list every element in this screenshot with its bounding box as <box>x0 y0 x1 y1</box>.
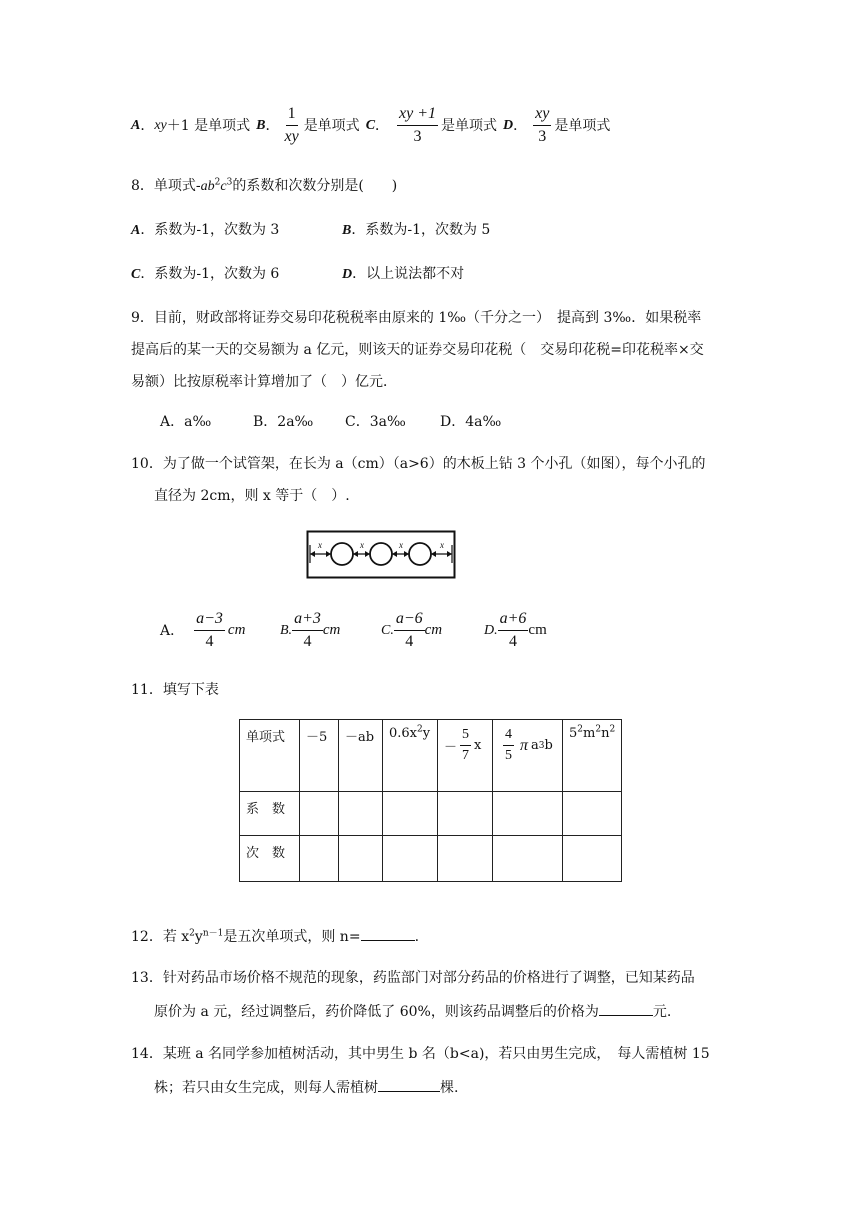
q7-option-b-letter: B <box>256 117 266 133</box>
q7-option-c-text: 是单项式 <box>441 117 498 134</box>
table-cell-m5: $\frac{4}{5}$ π a 3 b <box>493 720 563 792</box>
monomial-table <box>239 719 622 882</box>
q11-stem: 11．填写下表 <box>131 682 219 698</box>
q7-options: A ． xy ＋1 是单项式 B ． $\frac{1}{xy}$ 是单项式 C ． $\frac{xy +1}{3}$ 是单项式 D ． $\frac{xy}{3}$ 是单项式 <box>131 105 611 145</box>
q10-option-b: B. $\frac{a+3}{4}$ cm <box>280 610 341 650</box>
q8-option-d: D．以上说法都不对 <box>342 266 465 282</box>
q13-line-1: 13．针对药品市场价格不规范的现象，药监部门对部分药品的价格进行了调整，已知某药品 <box>131 970 695 986</box>
table-cell-m2: －ab <box>339 720 383 792</box>
q10-line-2: 直径为 2cm，则 x 等于（ ）. <box>154 488 350 504</box>
q7-option-b-fraction: $\frac{1}{xy}$ <box>284 105 299 145</box>
q14-line-1: 14．某班 a 名同学参加植树活动，其中男生 b 名（b<a)，若只由男生完成， 每人需植树 15 <box>131 1046 710 1062</box>
q9-option-c: C．3a‰ <box>345 414 406 430</box>
table-row-coefficient-label: 系 数 <box>240 792 300 836</box>
table-cell-m6: $5^2m^2n^2$ <box>563 720 622 792</box>
q10-option-d: D. $\frac{a+6}{4}$ cm <box>484 610 547 650</box>
table-blank-cell[interactable] <box>383 792 438 836</box>
q8-option-c: C．系数为-1，次数为 6 <box>131 266 280 282</box>
figure-label-x-4: x <box>440 540 444 550</box>
q7-option-d-text: 是单项式 <box>554 117 611 134</box>
test-tube-rack-figure <box>306 530 456 580</box>
q13-answer-blank[interactable] <box>599 1003 653 1016</box>
q14-answer-blank[interactable] <box>378 1079 440 1092</box>
q9-option-d: D．4a‰ <box>440 414 502 430</box>
q7-option-c-letter: C <box>365 117 376 133</box>
q10-option-a: A． $\frac{a-3}{4}$ cm <box>160 610 246 650</box>
table-blank-cell[interactable] <box>339 836 383 882</box>
q8-stem: 8．单项式$-ab^2c^3$的系数和次数分别是( ) <box>131 177 398 194</box>
figure-label-x-1: x <box>318 540 322 550</box>
table-blank-cell[interactable] <box>563 792 622 836</box>
table-blank-cell[interactable] <box>493 836 563 882</box>
table-blank-cell[interactable] <box>563 836 622 882</box>
q9-line-2: 提高后的某一天的交易额为 a 亿元，则该天的证券交易印花税（ 交易印花税=印花税率×交 <box>131 342 704 358</box>
table-cell-m3: $0.6x^2y$ <box>383 720 438 792</box>
q7-option-d-letter: D <box>503 117 514 133</box>
q12: 12．若 $x^2y^{n-1}$是五次单项式，则 n= . <box>131 928 420 945</box>
q7-option-a-letter: A <box>131 117 141 133</box>
table-blank-cell[interactable] <box>383 836 438 882</box>
table-blank-cell[interactable] <box>438 792 493 836</box>
q9-option-a: A．a‰ <box>160 414 212 430</box>
q10-line-1: 10．为了做一个试管架，在长为 a（cm）（a>6）的木板上钻 3 个小孔（如图），每个小孔的 <box>131 456 706 472</box>
figure-label-x-3: x <box>399 540 403 550</box>
q9-line-1: 9．目前，财政部将证券交易印花税税率由原来的 1‰（千分之一） 提高到 3‰．如果税率 <box>131 310 702 326</box>
figure-label-x-2: x <box>360 540 364 550</box>
q7-option-a-var: xy <box>154 117 167 133</box>
table-blank-cell[interactable] <box>438 836 493 882</box>
table-row-degree-label: 次 数 <box>240 836 300 882</box>
q8-option-a: A．系数为-1，次数为 3 <box>131 222 280 238</box>
q7-option-c-fraction: $\frac{xy +1}{3}$ <box>399 105 437 145</box>
q10-option-c: C. $\frac{a-6}{4}$ cm <box>381 610 443 650</box>
table-header-monomial: 单项式 <box>240 720 300 792</box>
table-blank-cell[interactable] <box>339 792 383 836</box>
table-cell-m1: －5 <box>300 720 339 792</box>
q12-answer-blank[interactable] <box>361 928 415 941</box>
q14-line-2: 株；若只由女生完成，则每人需植树 棵. <box>154 1080 459 1096</box>
q9-option-b: B．2a‰ <box>253 414 314 430</box>
table-blank-cell[interactable] <box>300 792 339 836</box>
q9-line-3: 易额）比按原税率计算增加了（ ）亿元． <box>131 374 397 390</box>
table-blank-cell[interactable] <box>300 836 339 882</box>
q7-option-d-fraction: $\frac{xy}{3}$ <box>535 105 550 145</box>
table-blank-cell[interactable] <box>493 792 563 836</box>
q13-line-2: 原价为 a 元，经过调整后，药价降低了 60%，则该药品调整后的价格为 元. <box>154 1004 672 1020</box>
q7-option-b-text: 是单项式 <box>303 117 360 134</box>
table-cell-m4: － $\frac{5}{7}$ x <box>438 720 493 792</box>
q7-option-a-text: ＋1 是单项式 <box>166 117 251 134</box>
q8-option-b: B．系数为-1，次数为 5 <box>342 222 491 238</box>
